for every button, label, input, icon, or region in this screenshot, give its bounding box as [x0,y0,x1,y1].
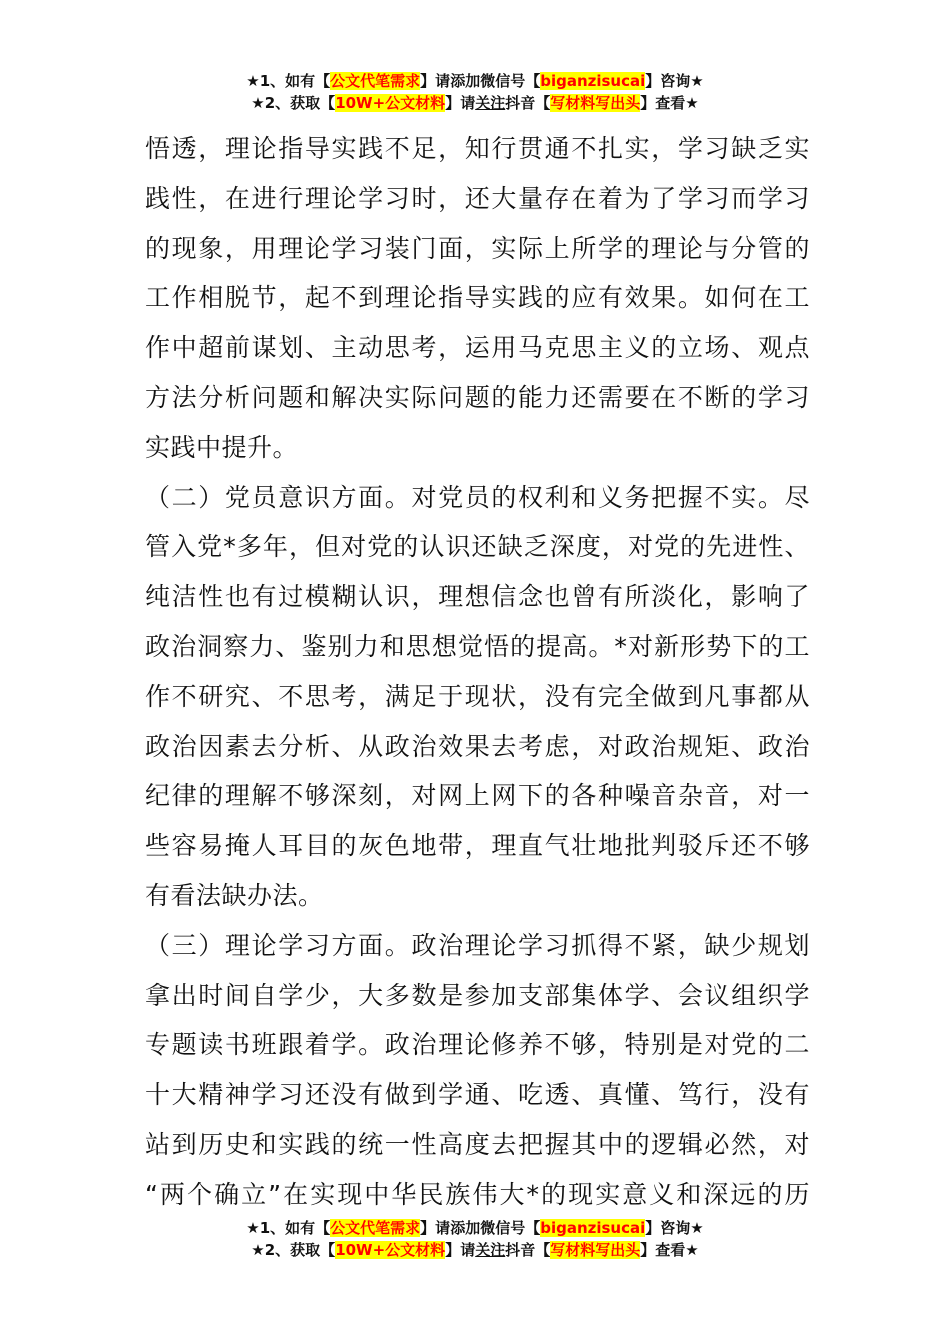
banner-text: ★1、如有【 [246,72,331,90]
banner-text: 】请 [420,1219,451,1237]
banner-text: 抖音【 [505,1241,551,1259]
banner-underlined-text: 关注 [475,94,506,112]
banner-text: 】查看★ [640,1241,699,1259]
banner-highlight: 10W+公文材料 [335,94,446,112]
wechat-id-highlight: biganzisucai [540,72,646,90]
paragraph-1 [145,124,810,473]
text-line: 些容易掩人耳目的灰色地带，理直气壮地批判驳斥还不够 [145,831,810,861]
banner-text: 】请 [445,94,476,112]
banner-text: 】咨询★ [645,1219,704,1237]
text-line: 实践中提升。 [145,432,299,462]
text-line: 践性，在进行理论学习时，还大量存在着为了学习而学习 [145,183,810,213]
banner-text: 微信号【 [480,72,541,90]
banner-text: ★2、获取【 [251,1241,336,1259]
text-line: 纪律的理解不够深刻，对网上网下的各种噪音杂音，对一 [145,781,810,811]
text-line: （三）理论学习方面。政治理论学习抓得不紧，缺少规划 [145,930,810,960]
text-line: 十大精神学习还没有做到学通、吃透、真懂、笃行，没有 [145,1080,810,1110]
banner-highlight: 10W+公文材料 [335,1241,446,1259]
douyin-id-highlight: 写材料写出头 [550,1241,641,1259]
banner-text: 】查看★ [640,94,699,112]
text-line: “两个确立”在实现中华民族伟大*的现实意义和深远的历 [145,1179,810,1209]
banner-text: 抖音【 [505,94,551,112]
text-line: 专题读书班跟着学。政治理论修养不够，特别是对党的二 [145,1030,810,1060]
document-body [145,124,810,1220]
banner-text: 】请 [420,72,451,90]
text-line: 纯洁性也有过模糊认识，理想信念也曾有所淡化，影响了 [145,582,810,612]
header-banner-line-2 [0,92,950,114]
header-banner-line-1 [0,70,950,92]
paragraph-2 [145,473,810,921]
footer-banner-line-2 [0,1239,950,1261]
text-line: 政治因素去分析、从政治效果去考虑，对政治规矩、政治 [145,731,810,761]
text-line: 拿出时间自学少，大多数是参加支部集体学、会议组织学 [145,980,810,1010]
text-line: 作不研究、不思考，满足于现状，没有完全做到凡事都从 [145,681,810,711]
paragraph-3 [145,921,810,1220]
banner-text: 添加 [450,1219,481,1237]
banner-underlined-text: 关注 [475,1241,506,1259]
douyin-id-highlight: 写材料写出头 [550,94,641,112]
header-banner [0,70,950,114]
text-line: 作中超前谋划、主动思考，运用马克思主义的立场、观点 [145,333,810,363]
footer-banner-line-1 [0,1217,950,1239]
banner-text: 微信号【 [480,1219,541,1237]
banner-text: 】请 [445,1241,476,1259]
banner-text: ★2、获取【 [251,94,336,112]
banner-text: 添加 [450,72,481,90]
text-line: 政治洞察力、鉴别力和思想觉悟的提高。*对新形势下的工 [145,631,810,661]
text-line: （二）党员意识方面。对党员的权利和义务把握不实。尽 [145,482,810,512]
banner-highlight: 公文代笔需求 [330,72,421,90]
text-line: 工作相脱节，起不到理论指导实践的应有效果。如何在工 [145,283,810,313]
text-line: 有看法缺办法。 [145,880,324,910]
banner-text: ★1、如有【 [246,1219,331,1237]
wechat-id-highlight: biganzisucai [540,1219,646,1237]
text-line: 站到历史和实践的统一性高度去把握其中的逻辑必然，对 [145,1129,810,1159]
text-line: 悟透，理论指导实践不足，知行贯通不扎实，学习缺乏实 [145,134,810,163]
footer-banner [0,1217,950,1261]
text-line: 方法分析问题和解决实际问题的能力还需要在不断的学习 [145,382,810,412]
banner-text: 】咨询★ [645,72,704,90]
text-line: 管入党*多年，但对党的认识还缺乏深度，对党的先进性、 [145,532,810,562]
banner-highlight: 公文代笔需求 [330,1219,421,1237]
text-line: 的现象，用理论学习装门面，实际上所学的理论与分管的 [145,233,810,263]
